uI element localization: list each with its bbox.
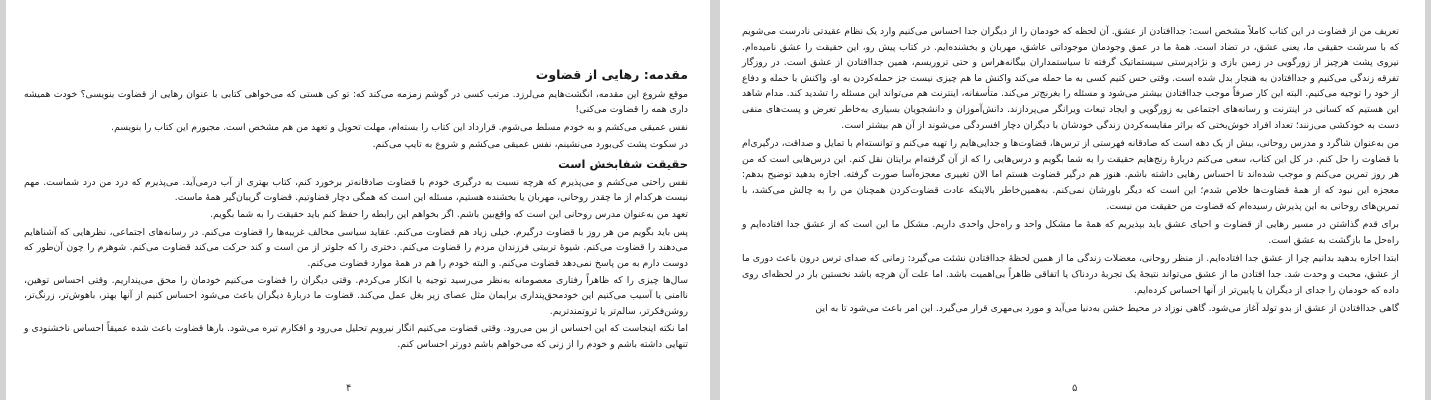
paragraph: نفس عمیقی می‌کشم و به خودم مسلط می‌شوم. قرارداد این کتاب را بسته‌ام، مهلت تحویل و تعهد من هم مشخص است. مجبورم این کتاب را بنویسم. xyxy=(111,121,688,133)
paragraph: ابتدا اجازه بدهید بدانیم چرا از عشق جدا افتاده‌ایم. از منظر روحانی، معضلات زندگی ما از همین لحظهٔ جداافتادن نشئت می‌گیرد: زمانی که صدای ترس درون باعث دوری ما از عشق، محبت و وحدت شد. جدا افتادن ما از عشق می‌تواند نتیجهٔ یک تجربهٔ دردناک یا اتفاقی ظاهراً بی‌اهمیت باشد. اما علت آن هرچه باشد نخستین بار در لحظه‌ای روی داده که خودمان را جدای از دیگران یا پایین‌تر از آنها احساس کرده‌ایم. xyxy=(742,253,1399,296)
book-page-right xyxy=(720,0,1425,400)
paragraph: گاهی جداافتادن از عشق از بدو تولد آغاز می‌شود. گاهی نوزاد در محیط خشن به‌دنیا می‌آید و مورد بی‌مهری قرار می‌گیرد. این امر باعث می‌شود تا به این xyxy=(815,303,1399,315)
paragraph: اما نکته اینجاست که این احساس از بین می‌رود. وقتی قضاوت می‌کنیم انگار نیرویم تحلیل می‌رود و افکارم تیره می‌شود. بارها قضاوت باعث شده عمیقاً احساس ناخشنودی و تنهایی داشته باشم و خودم را از زنی که می‌خواهم باشم دورتر احساس کنم. xyxy=(24,323,688,350)
book-page-left xyxy=(6,0,710,400)
chapter-heading: مقدمه: رهایی از قضاوت xyxy=(535,67,688,82)
paragraph: در سکوت پشت کی‌بورد می‌نشینم، نفس عمیقی می‌کشم و شروع به تایپ می‌کنم. xyxy=(372,139,688,151)
paragraph: نفس راحتی می‌کشم و می‌پذیرم که هرچه نسبت به درگیری خودم با قضاوت صادقانه‌تر برخورد کنم، کتاب بهتری از آب درمی‌آید. می‌پذیرم که درد من درد شماست. مهم نیست هرکدام از ما چقدر روحانی، مهربان یا بخشنده هستیم، مسئله این است که همگی دچار قضاوتیم. قضاوت گریبان‌گیر همهٔ ماست. xyxy=(24,176,688,204)
paragraph: من به‌عنوان شاگرد و مدرس روحانی، بیش از یک دهه است که صادقانه فهرستی از ترس‌ها، قضاوت‌ها و جدایی‌هایم را تهیه می‌کنم و توانسته‌ام با تمایل و صداقت، درگیری‌ام با قضاوت را حل کنم. در کل این کتاب، سعی می‌کنم دربارهٔ رنج‌هایم حقیقت را به شما بگویم و درس‌هایی را که از آن گرفته‌ام برایتان نقل کنم. این درس‌هایی است که من هر روز تمرین می‌کنم و موجب شده‌اند تا احساس رهایی داشته باشم. هنوز هم درگیر قضاوت هستم اما الان تغییری معجزه‌آسا صورت گرفته. اجازه بدهید توضیح بدهم: معجزه این نبود که از همهٔ قضاوت‌ها خلاص شدم؛ این است که دیگر باورشان نمی‌کنم. به‌همین‌خاطر بالاینکه عادت قضاوت‌کردن همچنان من را به چالش می‌کشد، با تمرین‌های روحانی به این پذیرش رسیده‌ام که قضاوت من حقیقت من نیست. xyxy=(742,138,1399,212)
page-number: ۵ xyxy=(1072,383,1078,394)
viewer-margin-right xyxy=(1425,0,1431,400)
paragraph: برای قدم گذاشتن در مسیر رهایی از قضاوت و احیای عشق باید بپذیریم که همهٔ ما مشکل واحد و راه‌حل واحدی داریم. مشکل ما این است که از عشق جدا افتاده‌ایم و راه‌حل ما بازگشت به عشق است. xyxy=(742,219,1399,246)
page-number: ۴ xyxy=(346,383,352,394)
paragraph: پس باید بگویم من هر روز با قضاوت درگیرم. خیلی زیاد هم قضاوت می‌کنم. عقاید سیاسی مخالف غریبه‌ها را قضاوت می‌کنم. در رسانه‌های اجتماعی، نظرهایی که آشناهایم می‌دهند را قضاوت می‌کنم. شیوهٔ تربیتی فرزندان مردم را قضاوت می‌کنم. دختری را که جلوتر از من است و کند حرکت می‌کند قضاوت می‌کنم. شوهرم را چون آن‌طور که دوست دارم به من پاسخ نمی‌دهد قضاوت می‌کنم. و البته خودم را هم در همهٔ موارد قضاوت می‌کنم. xyxy=(24,226,688,269)
paragraph: تعریف من از قضاوت در این کتاب کاملاً مشخص است: جداافتادن از عشق. آن لحظه که خودمان را از دیگران جدا احساس می‌کنیم وارد یک نظام عقیدتی نادرست می‌شویم که با سرشت حقیقی ما، یعنی عشق، در تضاد است. همهٔ ما در عمق وجودمان موجوداتی عاشق، مهربان و بخشنده‌ایم. در کتاب پیش رو، این حقیقت را عشق نامیده‌ام. نیروی پشت هرچیز از زورگویی در زمین بازی و نژادپرستی سیستماتیک گرفته تا سیاستمداران بیگانه‌هراس و حتی تروریسم، همین جداافتادن از عشق است. در روزگار تفرقه زندگی می‌کنیم و جداافتادن به هنجار بدل شده است. وقتی حس کنیم کسی به ما حمله می‌کند واکنش ما هم چیزی نیست جز حمله‌کردن به او. واکنش با حمله و دفاع از خود را توجیه می‌کنیم. البته این کار صرفاً موجب جداافتادن بیشتر می‌شود و مسئله را بغرنج‌تر می‌کند. متأسفانه، اینترنت هم می‌تواند این مسئله را تشدید کند. مدام شاهد این هستیم که کسانی در اینترنت و رسانه‌های اجتماعی به زورگویی و ایجاد تبعات ویرانگر می‌پردازند. دانش‌آموزان و دانشجویان بسیاری به‌خاطر تعرض و پست‌های منفی دست به خودکشی می‌زنند؛ تعداد افراد خوش‌بختی که براثر مقایسه‌کردن زندگی خودشان با دیگران دچار افسردگی می‌شوند از آن هم بیشتر است. xyxy=(742,26,1399,131)
page-gutter xyxy=(710,0,720,400)
paragraph: سال‌ها چیزی را که ظاهراً رفتاری معصومانه به‌نظر می‌رسید توجیه یا انکار می‌کردم. وقتی دیگران را قضاوت می‌کنیم خودمان را محق می‌پنداریم. وقتی احساس توهین، ناامنی یا آسیب می‌کنیم این خودمحق‌پنداری برایمان مثل عصای زیر بغل عمل می‌کند. قضاوت ما دربارهٔ دیگران باعث می‌شود احساس کنیم از آنها بهتر، باهوش‌تر، زرنگ‌تر، روشن‌فکرتر، سالم‌تر یا ثروتمندتریم. xyxy=(24,275,688,317)
paragraph: تعهد من به‌عنوان مدرس روحانی این است که واقع‌بین باشم. اگر بخواهم این رابطه را حفظ کنم باید حقیقت را به شما بگویم. xyxy=(210,209,688,221)
section-heading: حقیقت شفابخش است xyxy=(558,156,688,171)
paragraph: موقع شروع این مقدمه، انگشت‌هایم می‌لرزد. مرتب کسی در گوشم زمزمه می‌کند که: تو کی هستی که می‌خواهی کتابی با عنوان رهایی از قضاوت بنویسی؟ خودت همیشه داری همه را قضاوت می‌کنی! xyxy=(24,89,688,116)
